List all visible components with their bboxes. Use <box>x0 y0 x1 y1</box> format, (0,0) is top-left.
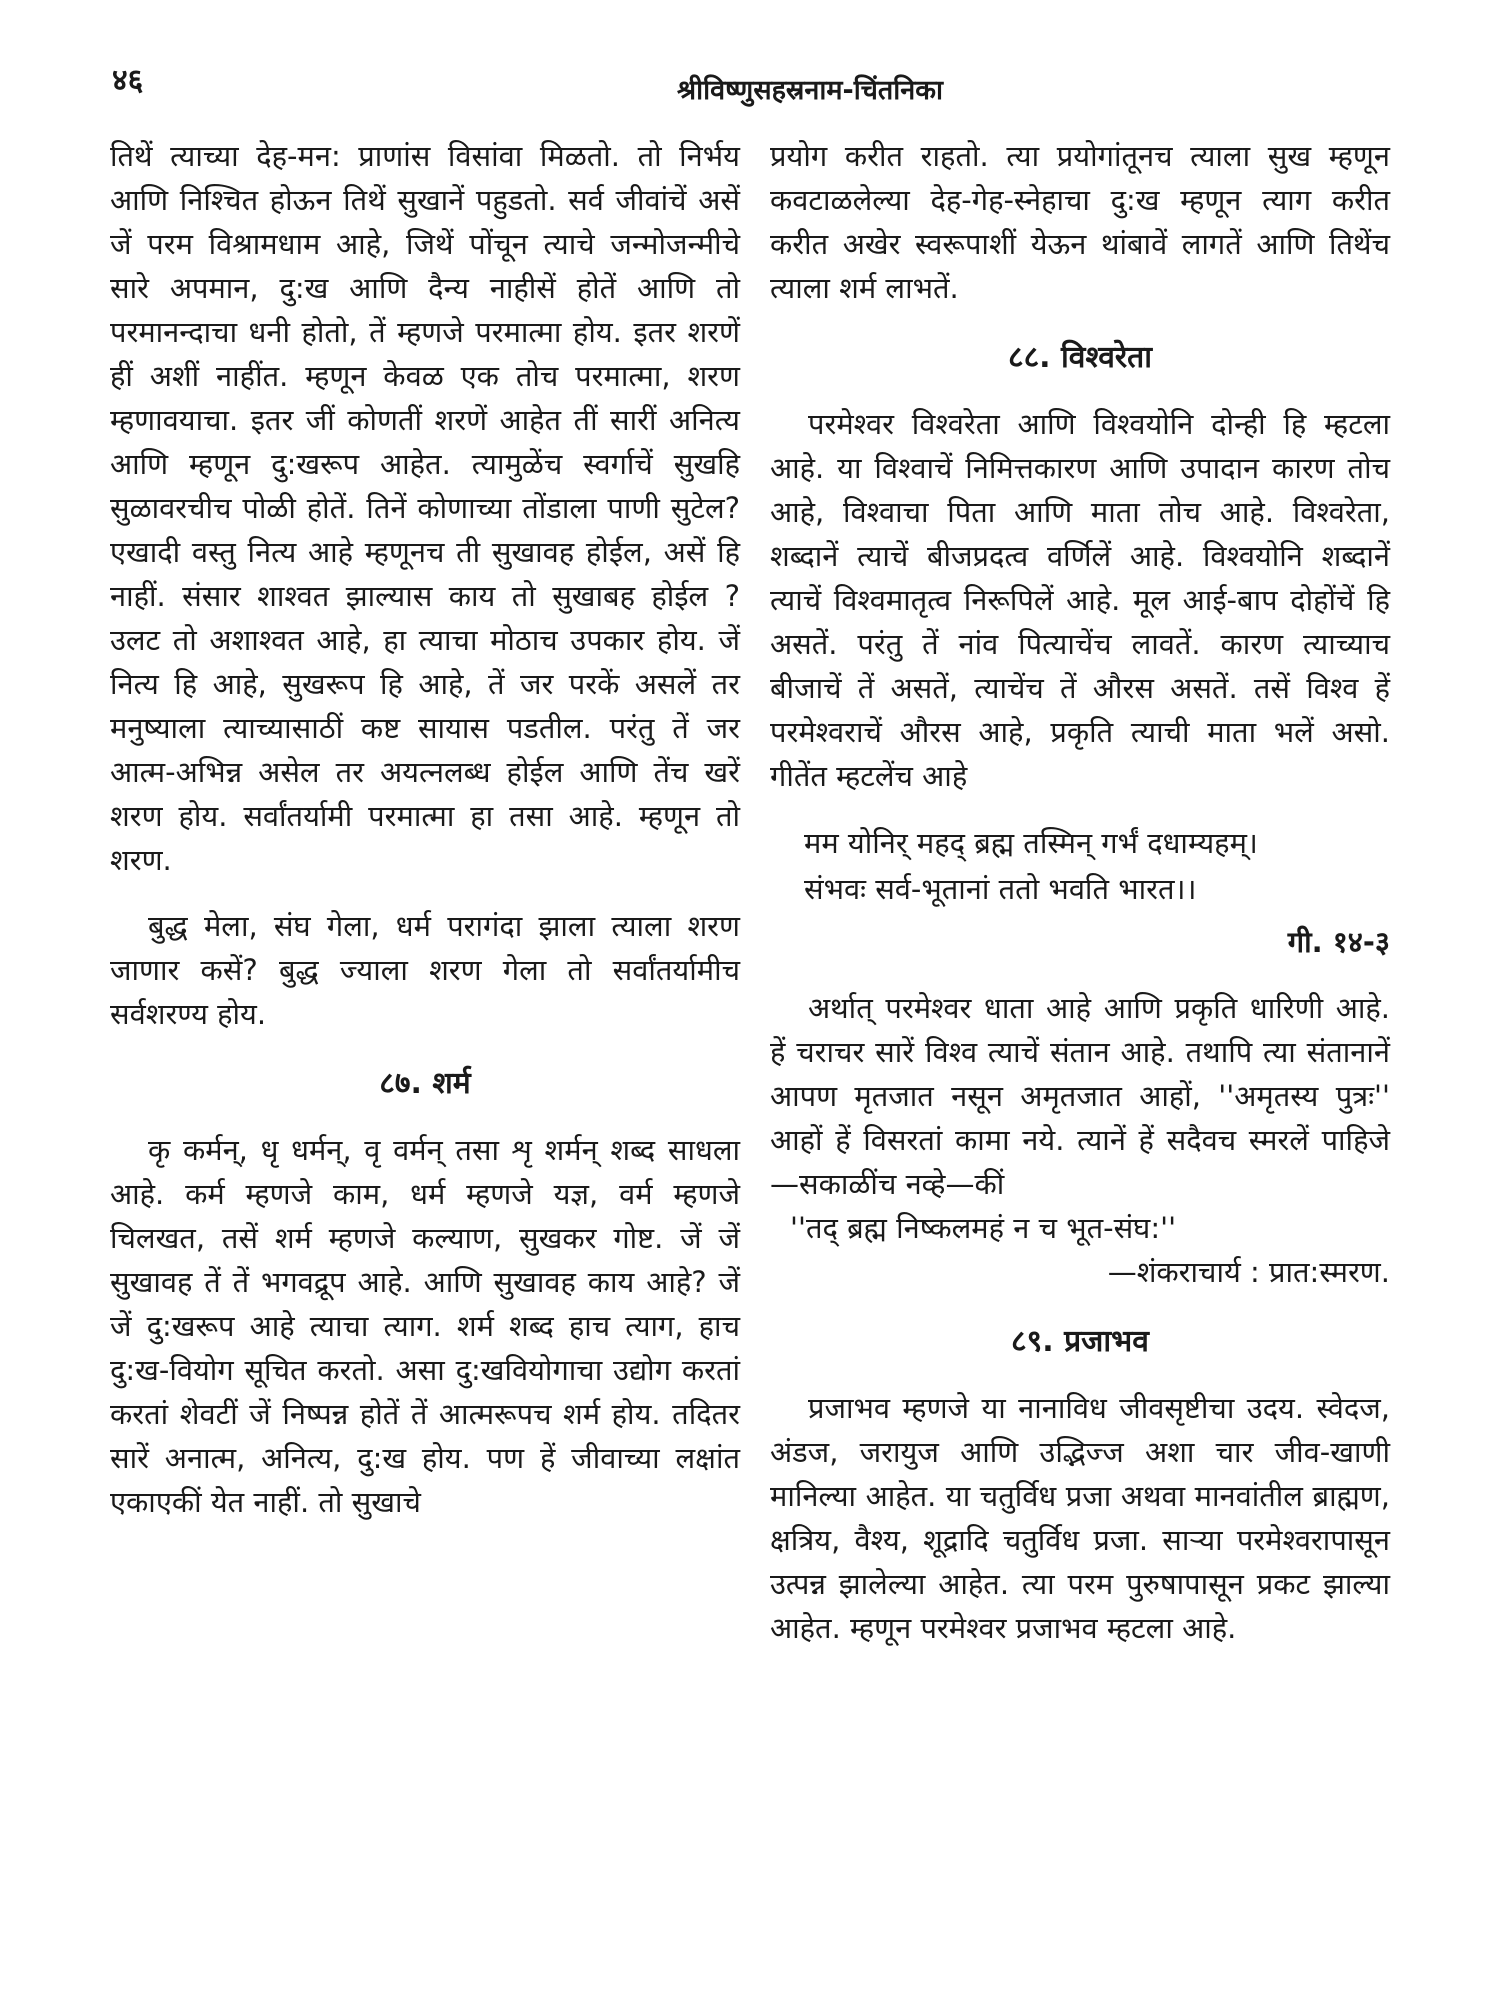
paragraph: बुद्ध मेला, संघ गेला, धर्म परागंदा झाला त्याला शरण जाणार कसें? बुद्ध ज्याला शरण गेला तो सर्वांतर्यामीच सर्वशरण्य होय. <box>110 909 740 1031</box>
verse-line: संभवः सर्व-भूतानां ततो भवति भारत।। <box>804 872 1197 906</box>
running-title: श्रीविष्णुसहस्रनाम-चिंतनिका <box>676 75 943 106</box>
right-column <box>770 134 1390 1672</box>
quotation: ''तद् ब्रह्म निष्कलमहं न च भूत-संघ:'' <box>790 1211 1177 1245</box>
verse-reference: गी. १४-३ <box>1287 925 1390 959</box>
section-heading-89: ८९. प्रजाभव <box>1011 1324 1149 1359</box>
section-heading-87: ८७. शर्म <box>379 1066 471 1101</box>
verse-line: मम योनिर् महद् ब्रह्म तस्मिन् गर्भं दधाम्यहम्। <box>804 826 1258 860</box>
paragraph: प्रजाभव म्हणजे या नानाविध जीवसृष्टीचा उदय. स्वेदज, अंडज, जरायुज आणि उद्भिज्ज अशा चार जीव-खाणी मानिल्या आहेत. या चतुर्विध प्रजा अथवा मानवांतील ब्राह्मण, क्षत्रिय, वैश्य, शूद्रादि चतुर्विध प्रजा. साऱ्या परमेश्वरापासून उत्पन्न झालेल्या आहेत. त्या परम पुरुषापासून प्रकट झाल्या आहेत. म्हणून परमेश्वर प्रजाभव म्हटला आहे. <box>770 1391 1390 1645</box>
attribution: —शंकराचार्य : प्रात:स्मरण. <box>1107 1255 1390 1289</box>
paragraph: तिथें त्याच्या देह-मन: प्राणांस विसांवा मिळतो. तो निर्भय आणि निश्चित होऊन तिथें सुखानें पहुडतो. सर्व जीवांचें असें जें परम विश्रामधाम आहे, जिथें पोंचून त्याचे जन्मोजन्मीचे सारे अपमान, दु:ख आणि दैन्य नाहीसें होतें आणि तो परमानन्दाचा धनी होतो, तें म्हणजे परमात्मा होय. इतर शरणें हीं अशीं नाहींत. म्हणून केवळ एक तोच परमात्मा, शरण म्हणावयाचा. इतर जीं कोणतीं शरणें आहेत तीं सारीं अनित्य आणि म्हणून दु:खरूप आहेत. त्यामुळेंच स्वर्गाचें सुखहि सुळावरचीच पोळी होतें. तिनें कोणाच्या तोंडाला पाणी सुटेल? एखादी वस्तु नित्य आहे म्हणूनच ती सुखावह होईल, असें हि नाहीं. संसार शाश्वत झाल्यास काय तो सुखाबह होईल ? उलट तो अशाश्वत आहे, हा त्याचा मोठाच उपकार होय. जें नित्य हि आहे, सुखरूप हि आहे, तें जर परकें असलें तर मनुष्याला त्याच्यासाठीं कष्ट सायास पडतील. परंतु तें जर आत्म-अभिन्न असेल तर अयत्नलब्ध होईल आणि तेंच खरें शरण होय. सर्वांतर्यामी परमात्मा हा तसा आहे. म्हणून तो शरण. <box>110 139 740 877</box>
paragraph: अर्थात् परमेश्वर धाता आहे आणि प्रकृति धारिणी आहे. हें चराचर सारें विश्व त्याचें संतान आहे. तथापि त्या संतानानें आपण मृतजात नसून अमृतजात आहों, ''अमृतस्य पुत्रः'' आहों हें विसरतां कामा नये. त्यानें हें सदैवच स्मरलें पाहिजे —सकाळींच नव्हे—कीं <box>770 991 1390 1201</box>
sanskrit-verse <box>770 820 1390 912</box>
column-divider <box>742 140 743 1780</box>
page-number: ४६ <box>112 63 144 98</box>
paragraph: प्रयोग करीत राहतो. त्या प्रयोगांतूनच त्याला सुख म्हणून कवटाळलेल्या देह-गेह-स्नेहाचा दु:ख म्हणून त्याग करीत करीत अखेर स्वरूपाशीं येऊन थांबावें लागतें आणि तिथेंच त्याला शर्म लाभतें. <box>770 139 1390 305</box>
section-heading-88: ८८. विश्वरेता <box>1007 340 1153 375</box>
paragraph: कृ कर्मन्, धृ धर्मन्, वृ वर्मन् तसा शृ शर्मन् शब्द साधला आहे. कर्म म्हणजे काम, धर्म म्हणजे यज्ञ, वर्म म्हणजे चिलखत, तसें शर्म म्हणजे कल्याण, सुखकर गोष्ट. जें जें सुखावह तें तें भगवद्रूप आहे. आणि सुखावह काय आहे? जें जें दु:खरूप आहे त्याचा त्याग. शर्म शब्द हाच त्याग, हाच दु:ख-वियोग सूचित करतो. असा दु:खवियोगाचा उद्योग करतां करतां शेवटीं जें निष्पन्न होतें तें आत्मरूपच शर्म होय. तदितर सारें अनात्म, अनित्य, दु:ख होय. पण हें जीवाच्या लक्षांत एकाएकीं येत नाहीं. तो सुखाचे <box>110 1133 740 1519</box>
left-column <box>110 134 740 1546</box>
paragraph: परमेश्वर विश्वरेता आणि विश्वयोनि दोन्ही हि म्हटला आहे. या विश्वाचें निमित्तकारण आणि उपादान कारण तोच आहे, विश्वाचा पिता आणि माता तोच आहे. विश्वरेता, शब्दानें त्याचें बीजप्रदत्व वर्णिलें आहे. विश्वयोनि शब्दानें त्याचें विश्वमातृत्व निरूपिलें आहे. मूल आई-बाप दोहोंचें हि असतें. परंतु तें नांव पित्याचेंच लावतें. कारण त्याच्याच बीजाचें तें असतें, त्याचेंच तें औरस असतें. तसें विश्व हें परमेश्वराचें औरस आहे, प्रकृति त्याची माता भलें असो. गीतेंत म्हटलेंच आहे <box>770 407 1390 793</box>
